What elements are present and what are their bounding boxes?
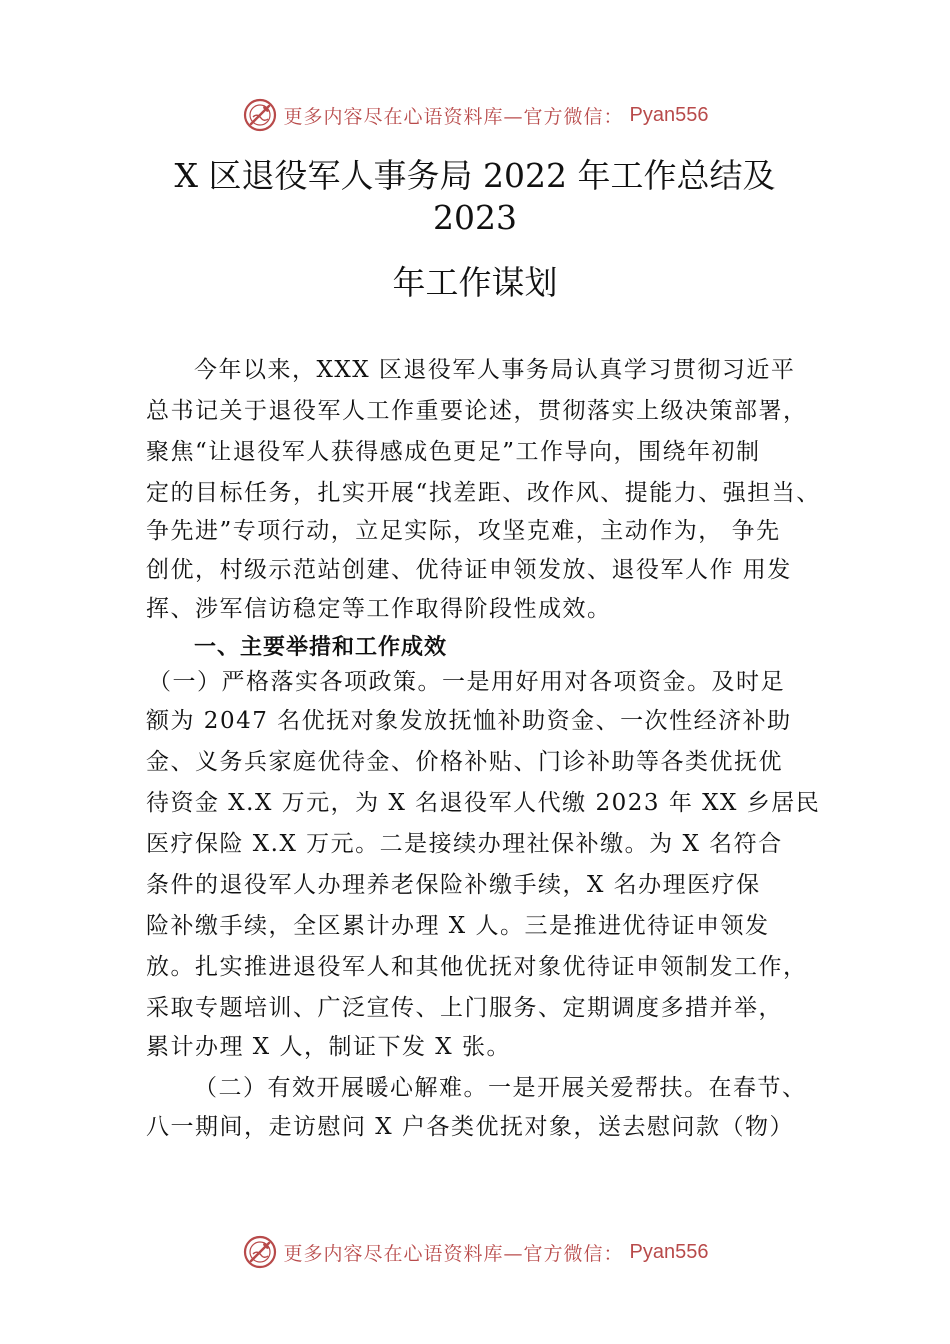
watermark-wechat-id: Pyan556 [629, 1240, 709, 1263]
body-line: 额为 2047 名优抚对象发放抚恤补助资金、一次性经济补助 [146, 708, 792, 734]
document-title-line-3: 年工作谋划 [392, 263, 558, 302]
body-line: 金、义务兵家庭优待金、价格补贴、门诊补助等各类优抚优 [146, 749, 783, 775]
body-line: （一）严格落实各项政策。一是用好用对各项资金。及时足 [148, 669, 785, 695]
body-line: 创优，村级示范站创建、优待证申领发放、退役军人作 用发 [146, 557, 792, 583]
watermark-wechat-id: Pyan556 [629, 103, 709, 126]
body-line: 今年以来，XXX 区退役军人事务局认真学习贯彻习近平 [194, 357, 796, 383]
body-line: 累计办理 X 人，制证下发 X 张。 [146, 1034, 511, 1060]
body-line: 采取专题培训、广泛宣传、上门服务、定期调度多措并举， [146, 995, 783, 1021]
body-line: 八一期间，走访慰问 X 户各类优抚对象，送去慰问款（物） [146, 1114, 794, 1140]
watermark-text: 更多内容尽在心语资料库—官方微信： [283, 1242, 624, 1265]
body-line: 挥、涉军信访稳定等工作取得阶段性成效。 [146, 596, 612, 622]
body-line: 聚焦“让退役军人获得感成色更足”工作导向，围绕年初制 [146, 439, 761, 465]
body-line: 待资金 X.X 万元，为 X 名退役军人代缴 2023 年 XX 乡居民 [146, 790, 821, 816]
section-heading: 一、主要举措和工作成效 [194, 635, 448, 660]
document-title-line-2: 2023 [433, 198, 517, 237]
body-line: 放。扎实推进退役军人和其他优抚对象优待证申领制发工作， [146, 954, 808, 980]
watermark-top [0, 95, 950, 135]
watermark-bottom [0, 1232, 950, 1272]
body-line: 险补缴手续，全区累计办理 X 人。三是推进优待证申领发 [146, 913, 770, 939]
watermark-text: 更多内容尽在心语资料库—官方微信： [283, 105, 624, 128]
seal-logo-icon [242, 1234, 278, 1270]
document-title-line-1: X 区退役军人事务局 2022 年工作总结及 [174, 156, 776, 195]
body-line: 争先进”专项行动，立足实际，攻坚克难，主动作为， 争先 [146, 518, 781, 544]
body-line: （二）有效开展暖心解难。一是开展关爱帮扶。在春节、 [194, 1075, 807, 1101]
body-line: 医疗保险 X.X 万元。二是接续办理社保补缴。为 X 名符合 [146, 831, 783, 857]
body-line: 总书记关于退役军人工作重要论述，贯彻落实上级决策部署， [146, 398, 808, 424]
seal-logo-icon [242, 97, 278, 133]
body-line: 定的目标任务，扎实开展“找差距、改作风、提能力、强担当、 [146, 480, 821, 506]
body-line: 条件的退役军人办理养老保险补缴手续，X 名办理医疗保 [146, 872, 761, 898]
